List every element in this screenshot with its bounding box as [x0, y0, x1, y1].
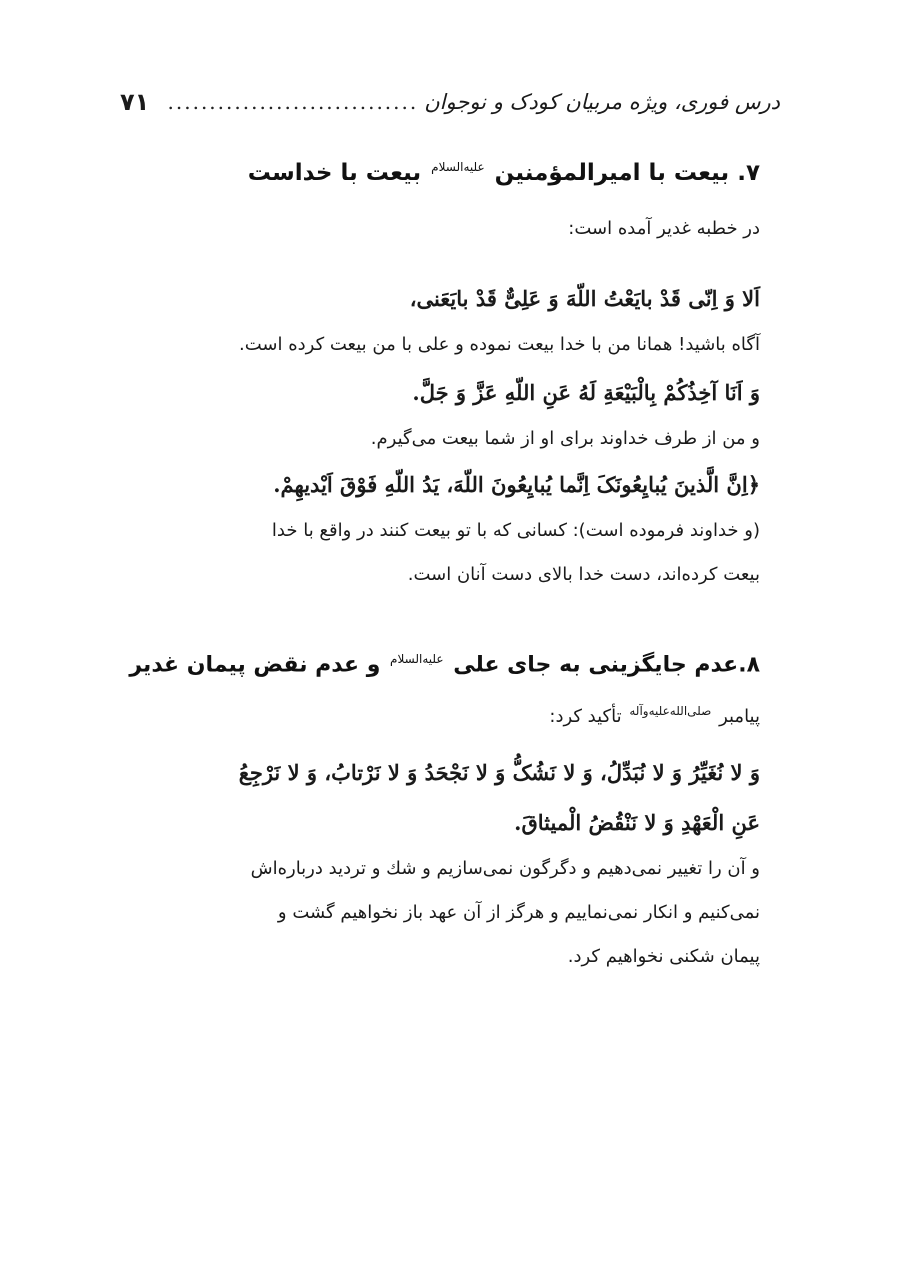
- running-title: درس فوری، ویژه مربیان کودک و نوجوان: [424, 90, 780, 114]
- translation-1: آگاه باشید! همانا من با خدا بیعت نموده و علی با من بیعت کرده است.: [239, 334, 760, 355]
- arabic-quote-2: وَ اَنَا آخِذُکُمْ بِالْبَیْعَةِ لَهُ عَنِ اللّهِ عَزَّ وَ جَلَّ.: [412, 380, 760, 405]
- section-8-heading-end: و عدم نقض پیمان غدیر: [129, 652, 381, 678]
- leader-dots: ..............................: [167, 90, 419, 114]
- pledge-translation-line-2: نمی‌کنیم و انکار نمی‌نماییم و هرگز از آن عهد باز نخواهیم گشت و: [277, 902, 760, 923]
- section-7-heading: [120, 160, 760, 188]
- section-7-heading-end: بیعت با خداست: [247, 160, 422, 186]
- pledge-translation-line-3: پیمان شکنی نخواهیم کرد.: [567, 946, 760, 967]
- section-8-heading-start: ۸.عدم جایگزینی به جای علی: [453, 652, 760, 678]
- quran-verse: ﴿اِنَّ الَّذینَ یُبایِعُونَکَ اِنَّما یُبایِعُونَ اللّهَ، یَدُ اللّهِ فَوْقَ اَیْدیهِمْ.: [273, 472, 760, 497]
- translation-3-line-1: (و خداوند فرموده است): کسانی که با تو بیعت کنند در واقع با خدا: [271, 520, 760, 541]
- arabic-quote-1: اَلا وَ اِنّی قَدْ بایَعْتُ اللّهَ وَ عَلِیٌّ قَدْ بایَعَنی،: [409, 286, 760, 311]
- honorific-mark: علیه‌السلام: [390, 652, 444, 666]
- section-7-intro: در خطبه غدیر آمده است:: [568, 218, 760, 239]
- page-number: ۷۱: [120, 88, 150, 116]
- section-8-heading: [120, 652, 760, 679]
- honorific-mark: علیه‌السلام: [431, 160, 485, 175]
- prophet-honorific-mark: صلی‌الله‌علیه‌وآله: [629, 704, 712, 718]
- translation-3-line-2: بیعت کرده‌اند، دست خدا بالای دست آنان است.: [407, 564, 760, 585]
- section-8-intro-start: پیامبر: [719, 706, 760, 727]
- section-8-intro-end: تأکید کرد:: [549, 706, 622, 727]
- section-8-intro: [120, 704, 760, 728]
- pledge-translation-line-1: و آن را تغییر نمی‌دهیم و دگرگون نمی‌سازیم و شك و تردید درباره‌اش: [250, 858, 760, 879]
- arabic-pledge-line-2: عَنِ الْعَهْدِ وَ لا نَنْقُضُ الْمیثاقَ.: [514, 810, 760, 835]
- section-7-heading-start: ۷. بیعت با امیرالمؤمنین: [494, 160, 760, 186]
- page-header: [120, 82, 780, 122]
- arabic-pledge-line-1: وَ لا نُغَیِّرُ وَ لا نُبَدِّلُ، وَ لا نَشُکُّ وَ لا نَجْحَدُ وَ لا نَرْتابُ، وَ لا نَرْجِعُ: [238, 760, 760, 785]
- translation-2: و من از طرف خداوند برای او از شما بیعت می‌گیرم.: [370, 428, 760, 449]
